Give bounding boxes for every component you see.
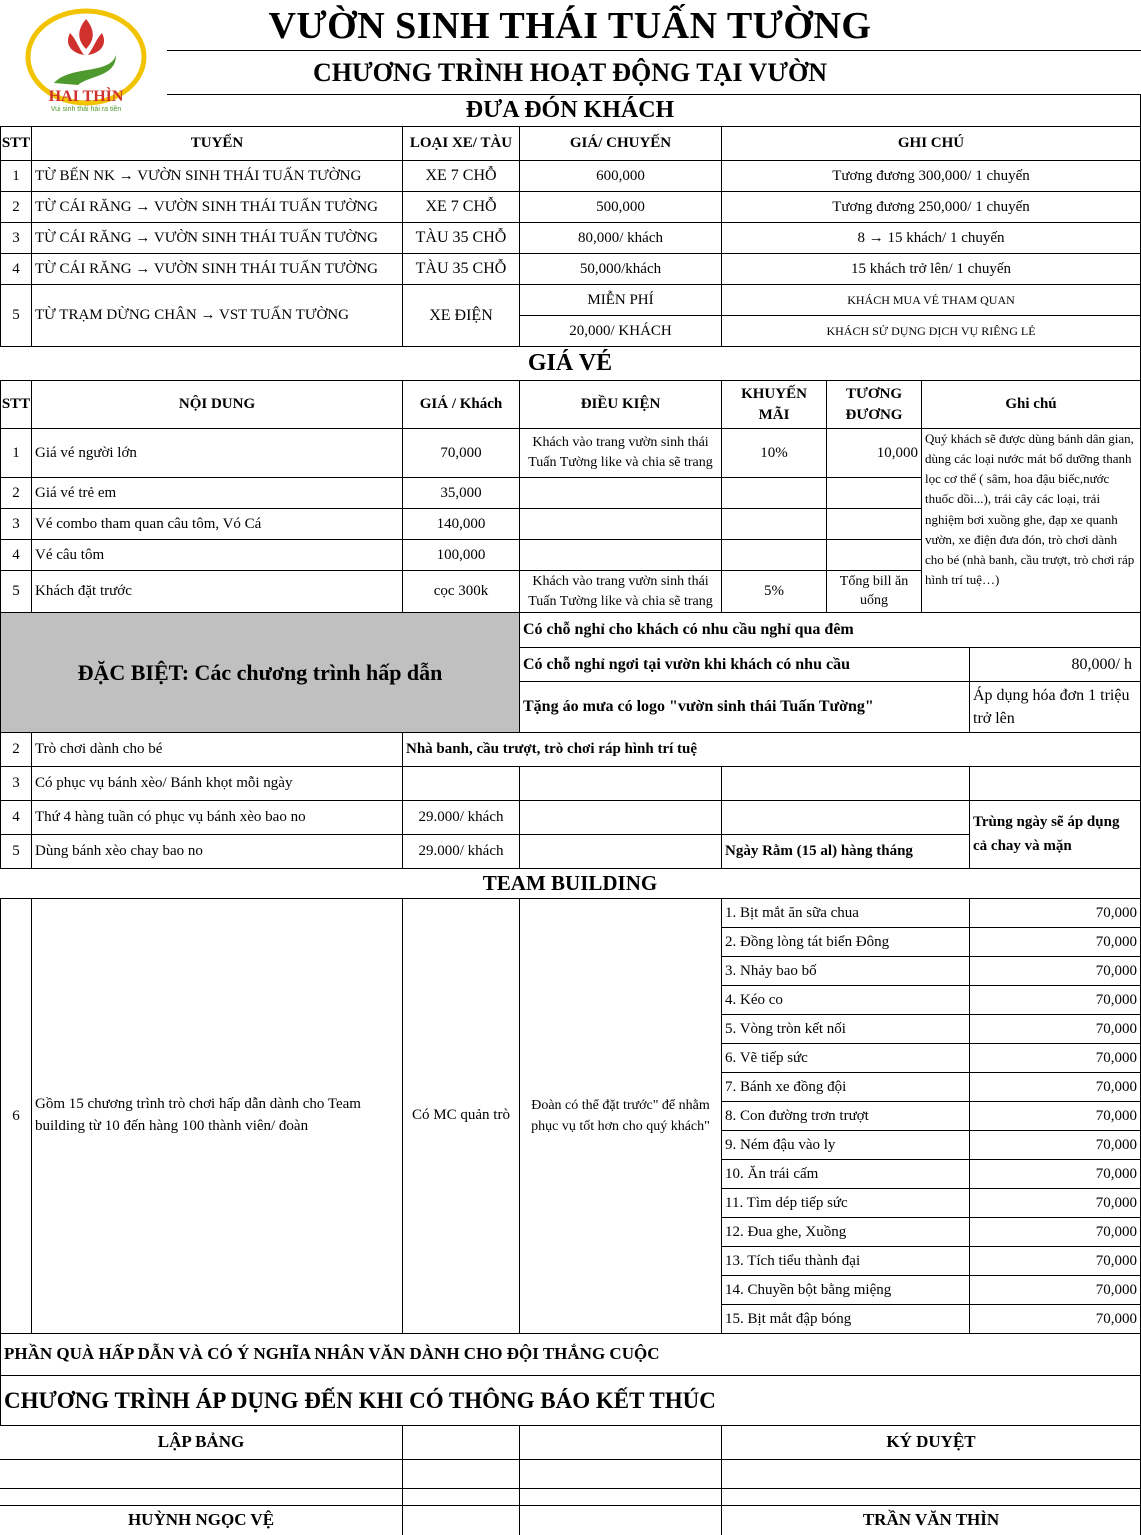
team-game-name: 15. Bịt mắt đập bóng xyxy=(722,1305,970,1334)
ticket-promo xyxy=(722,478,827,509)
team-game-price: 70,000 xyxy=(970,1102,1141,1131)
team-game-price: 70,000 xyxy=(970,1247,1141,1276)
special-overnight: Có chỗ nghỉ cho khách có nhu cầu nghỉ qua đêm xyxy=(520,613,1141,648)
team-game-price: 70,000 xyxy=(970,957,1141,986)
col-header-stt: STT xyxy=(0,127,32,161)
tickets-section-title: GIÁ VÉ xyxy=(0,347,1141,381)
team-game-name: 12. Đua ghe, Xuồng xyxy=(722,1218,970,1247)
col-header-price: GIÁ/ CHUYẾN xyxy=(520,127,722,161)
special-content: Thứ 4 hàng tuần có phục vụ bánh xèo bao no xyxy=(32,801,403,835)
page-title: VƯỜN SINH THÁI TUẤN TƯỜNG xyxy=(268,5,872,47)
team-game-price: 70,000 xyxy=(970,1015,1141,1044)
transport-price: 80,000/ khách xyxy=(520,223,722,254)
team-game-price: 70,000 xyxy=(970,1189,1141,1218)
transport-note: KHÁCH MUA VÉ THAM QUAN xyxy=(722,285,1141,316)
transport-vehicle: TÀU 35 CHỖ xyxy=(403,254,520,285)
team-game-price: 70,000 xyxy=(970,1131,1141,1160)
transport-vehicle: XE 7 CHỖ xyxy=(403,161,520,192)
team-game-name: 13. Tích tiểu thành đại xyxy=(722,1247,970,1276)
special-stt: 5 xyxy=(0,835,32,869)
empty-cell xyxy=(520,1426,722,1460)
ticket-promo xyxy=(722,509,827,540)
ticket-condition: Khách vào trang vườn sinh thái Tuấn Tường like và chia sẽ trang xyxy=(520,571,722,613)
team-game-name: 14. Chuyền bột bằng miệng xyxy=(722,1276,970,1305)
col-header-price: GIÁ / Khách xyxy=(403,381,520,429)
transport-route: TỪ CÁI RĂNG → VƯỜN SINH THÁI TUẤN TƯỜNG xyxy=(32,254,403,285)
empty-cell xyxy=(722,767,970,801)
special-content: Có phục vụ bánh xèo/ Bánh khọt mỗi ngày xyxy=(32,767,403,801)
team-game-name: 5. Vòng tròn kết nối xyxy=(722,1015,970,1044)
prepared-label: LẬP BẢNG xyxy=(0,1426,403,1460)
ticket-stt: 1 xyxy=(0,429,32,478)
transport-note: Tương đương 250,000/ 1 chuyến xyxy=(722,192,1141,223)
page-subtitle: CHƯƠNG TRÌNH HOẠT ĐỘNG TẠI VƯỜN xyxy=(312,58,828,87)
team-stt: 6 xyxy=(0,899,32,1334)
special-full-moon: Ngày Rằm (15 al) hàng tháng xyxy=(722,835,970,869)
empty-cell xyxy=(403,1426,520,1460)
special-rest-price: 80,000/ h xyxy=(970,648,1141,682)
ticket-promo: 5% xyxy=(722,571,827,613)
ticket-price: 100,000 xyxy=(403,540,520,571)
transport-vehicle: XE 7 CHỖ xyxy=(403,192,520,223)
team-game-name: 6. Vẽ tiếp sức xyxy=(722,1044,970,1073)
team-condition: Đoàn có thể đặt trước" để nhằm phục vụ tốt hơn cho quý khách" xyxy=(520,899,722,1334)
transport-note: KHÁCH SỬ DỤNG DỊCH VỤ RIÊNG LẺ xyxy=(722,316,1141,347)
logo-wordmark: HAI THÌN xyxy=(48,88,124,105)
transport-price: 50,000/khách xyxy=(520,254,722,285)
empty-cell xyxy=(403,1489,520,1506)
team-game-price: 70,000 xyxy=(970,1276,1141,1305)
ticket-stt: 4 xyxy=(0,540,32,571)
transport-price: 600,000 xyxy=(520,161,722,192)
special-rest: Có chỗ nghỉ ngơi tại vườn khi khách có nhu cầu xyxy=(520,648,970,682)
transport-price: 500,000 xyxy=(520,192,722,223)
col-header-stt: STT xyxy=(0,381,32,429)
transport-section-title: ĐƯA ĐÓN KHÁCH xyxy=(0,95,1141,127)
ticket-stt: 3 xyxy=(0,509,32,540)
special-kids-detail: Nhà banh, cầu trượt, trò chơi ráp hình trí tuệ xyxy=(403,733,1141,767)
ticket-condition xyxy=(520,540,722,571)
ticket-condition xyxy=(520,509,722,540)
empty-cell xyxy=(520,801,722,835)
team-game-name: 11. Tìm dép tiếp sức xyxy=(722,1189,970,1218)
ticket-equiv: 10,000 xyxy=(827,429,922,478)
empty-cell xyxy=(722,1489,1141,1506)
ticket-equiv: Tổng bill ăn uống xyxy=(827,571,922,613)
transport-route: TỪ BẾN NK → VƯỜN SINH THÁI TUẤN TƯỜNG xyxy=(32,161,403,192)
team-game-price: 70,000 xyxy=(970,1044,1141,1073)
team-game-price: 70,000 xyxy=(970,1305,1141,1334)
transport-note: 8 → 15 khách/ 1 chuyến xyxy=(722,223,1141,254)
transport-note: Tương đương 300,000/ 1 chuyến xyxy=(722,161,1141,192)
team-game-price: 70,000 xyxy=(970,1160,1141,1189)
ticket-content: Giá vé người lớn xyxy=(32,429,403,478)
empty-cell xyxy=(970,767,1141,801)
prepared-name: HUỲNH NGỌC VỆ xyxy=(0,1506,403,1535)
team-game-price: 70,000 xyxy=(970,899,1141,928)
col-header-condition: ĐIỀU KIỆN xyxy=(520,381,722,429)
transport-stt: 2 xyxy=(0,192,32,223)
team-game-name: 1. Bịt mắt ăn sữa chua xyxy=(722,899,970,928)
empty-cell xyxy=(0,1460,403,1489)
team-game-price: 70,000 xyxy=(970,986,1141,1015)
ticket-condition xyxy=(520,478,722,509)
special-raincoat-note: Áp dụng hóa đơn 1 triệu trở lên xyxy=(970,682,1141,733)
empty-cell xyxy=(403,1460,520,1489)
ticket-content: Khách đặt trước xyxy=(32,571,403,613)
approved-name: TRẦN VĂN THÌN xyxy=(722,1506,1141,1535)
ticket-promo: 10% xyxy=(722,429,827,478)
col-header-content: NỘI DUNG xyxy=(32,381,403,429)
notice-line: CHƯƠNG TRÌNH ÁP DỤNG ĐẾN KHI CÓ THÔNG BÁO KẾT THÚC xyxy=(0,1376,1141,1426)
empty-cell xyxy=(722,801,970,835)
ticket-stt: 5 xyxy=(0,571,32,613)
ticket-price: cọc 300k xyxy=(403,571,520,613)
ticket-condition: Khách vào trang vườn sinh thái Tuấn Tường like và chia sẽ trang xyxy=(520,429,722,478)
col-header-vehicle: LOẠI XE/ TÀU xyxy=(403,127,520,161)
team-game-price: 70,000 xyxy=(970,1218,1141,1247)
transport-price: 20,000/ KHÁCH xyxy=(520,316,722,347)
team-game-name: 8. Con đường trơn trượt xyxy=(722,1102,970,1131)
team-mc: Có MC quản trò xyxy=(403,899,520,1334)
transport-stt: 3 xyxy=(0,223,32,254)
team-game-name: 7. Bánh xe đồng đội xyxy=(722,1073,970,1102)
logo-tagline: Vui sinh thái hái ra tiền xyxy=(50,106,122,113)
transport-route: TỪ TRẠM DỪNG CHÂN → VST TUẤN TƯỜNG xyxy=(32,285,403,347)
special-raincoat: Tặng áo mưa có logo "vườn sinh thái Tuấn Tường" xyxy=(520,682,970,733)
transport-route: TỪ CÁI RĂNG → VƯỜN SINH THÁI TUẤN TƯỜNG xyxy=(32,192,403,223)
special-content: Trò chơi dành cho bé xyxy=(32,733,403,767)
transport-stt: 5 xyxy=(0,285,32,347)
ticket-content: Vé combo tham quan câu tôm, Vó Cá xyxy=(32,509,403,540)
empty-cell xyxy=(520,767,722,801)
ticket-remarks: Quý khách sẽ được dùng bánh dân gian, dùng các loại nước mát bổ dưỡng thanh lọc cơ thể ( sâm, hoa đậu biếc,nước thuốc dồi...), trái cây các loại, trải nghiệm bơi xuồng ghe, đạp xe quanh vườn, xe điện đưa đón, trò chơi dành cho bé (nhà banh, cầu trượt, trò chơi ráp hình trí tuệ…) xyxy=(922,429,1141,613)
team-game-name: 2. Đồng lòng tát biển Đông xyxy=(722,928,970,957)
team-section-title: TEAM BUILDING xyxy=(0,869,1141,899)
empty-cell xyxy=(520,835,722,869)
special-label: ĐẶC BIỆT: Các chương trình hấp dẫn xyxy=(0,613,520,733)
empty-cell xyxy=(520,1460,722,1489)
col-header-remarks: Ghi chú xyxy=(922,381,1141,429)
col-header-route: TUYẾN xyxy=(32,127,403,161)
special-note: Trùng ngày sẽ áp dụng cả chay và mặn xyxy=(970,801,1141,869)
transport-route: TỪ CÁI RĂNG → VƯỜN SINH THÁI TUẤN TƯỜNG xyxy=(32,223,403,254)
ticket-equiv xyxy=(827,540,922,571)
ticket-price: 140,000 xyxy=(403,509,520,540)
ticket-content: Giá vé trẻ em xyxy=(32,478,403,509)
special-price: 29.000/ khách xyxy=(403,801,520,835)
col-header-note: GHI CHÚ xyxy=(722,127,1141,161)
team-game-name: 10. Ăn trái cấm xyxy=(722,1160,970,1189)
ticket-stt: 2 xyxy=(0,478,32,509)
team-game-name: 4. Kéo co xyxy=(722,986,970,1015)
empty-cell xyxy=(403,1506,520,1535)
team-game-price: 70,000 xyxy=(970,928,1141,957)
special-stt: 4 xyxy=(0,801,32,835)
special-content: Dùng bánh xèo chay bao no xyxy=(32,835,403,869)
special-price: 29.000/ khách xyxy=(403,835,520,869)
team-content: Gồm 15 chương trình trò chơi hấp dẫn dành cho Team building từ 10 đến hàng 100 thành viên/ đoàn xyxy=(32,899,403,1334)
empty-cell xyxy=(0,1489,403,1506)
ticket-equiv xyxy=(827,478,922,509)
team-game-name: 3. Nhảy bao bố xyxy=(722,957,970,986)
empty-cell xyxy=(722,1460,1141,1489)
ticket-equiv xyxy=(827,509,922,540)
ticket-content: Vé câu tôm xyxy=(32,540,403,571)
transport-stt: 4 xyxy=(0,254,32,285)
ticket-price: 70,000 xyxy=(403,429,520,478)
special-stt: 2 xyxy=(0,733,32,767)
transport-stt: 1 xyxy=(0,161,32,192)
transport-vehicle: XE ĐIỆN xyxy=(403,285,520,347)
empty-cell xyxy=(520,1506,722,1535)
col-header-promo: KHUYẾN MÃI xyxy=(722,381,827,429)
transport-note: 15 khách trở lên/ 1 chuyến xyxy=(722,254,1141,285)
transport-vehicle: TÀU 35 CHỖ xyxy=(403,223,520,254)
ticket-promo xyxy=(722,540,827,571)
empty-cell xyxy=(403,767,520,801)
team-game-price: 70,000 xyxy=(970,1073,1141,1102)
empty-cell xyxy=(520,1489,722,1506)
transport-price: MIỄN PHÍ xyxy=(520,285,722,316)
special-stt: 3 xyxy=(0,767,32,801)
prize-line: PHẦN QUÀ HẤP DẪN VÀ CÓ Ý NGHĨA NHÂN VĂN DÀNH CHO ĐỘI THẮNG CUỘC xyxy=(0,1334,1141,1376)
team-game-name: 9. Ném đậu vào ly xyxy=(722,1131,970,1160)
col-header-equiv: TƯƠNG ĐƯƠNG xyxy=(827,381,922,429)
approved-label: KÝ DUYỆT xyxy=(722,1426,1141,1460)
ticket-price: 35,000 xyxy=(403,478,520,509)
